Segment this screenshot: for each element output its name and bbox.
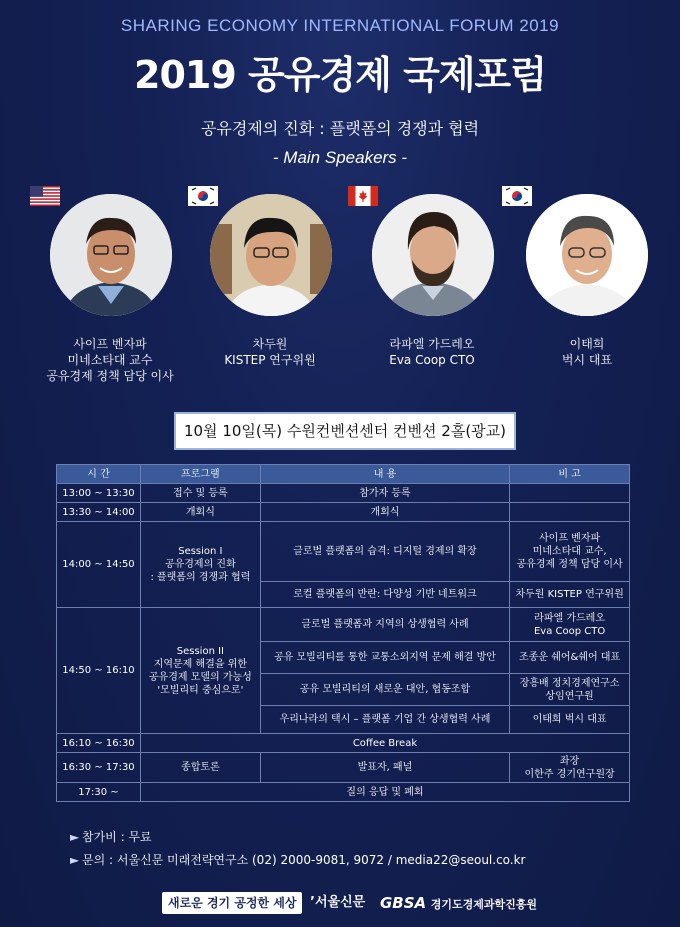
time-cell: 13:00 ~ 13:30 xyxy=(57,484,141,503)
korea-flag-icon xyxy=(502,186,532,206)
session-label: Session I xyxy=(178,546,223,557)
session-line: : 플랫폼의 경쟁과 협력 xyxy=(150,572,251,583)
contact-text: 문의 : 서울신문 미래전략연구소 (02) 2000-9081, 9072 / media22@seoul.co.kr xyxy=(82,853,526,867)
session-line: 공유경제 모델의 가능성 xyxy=(148,671,252,683)
table-row xyxy=(57,734,630,753)
column-header: 프로그램 xyxy=(140,465,260,484)
table-row xyxy=(57,522,630,582)
content-cell: 글로벌 플랫폼과 지역의 상생협력 사례 xyxy=(260,608,509,642)
speaker-title: KISTEP 연구위원 xyxy=(224,353,316,367)
usa-flag-icon xyxy=(30,186,60,206)
table-row xyxy=(57,783,630,802)
gbsa-logo xyxy=(380,892,537,914)
table-row xyxy=(57,753,630,783)
note-cell: 차두원 KISTEP 연구위원 xyxy=(510,582,630,608)
speaker-title: 벅시 대표 xyxy=(561,353,613,367)
time-cell: 16:30 ~ 17:30 xyxy=(57,753,141,783)
session-line: 지역문제 해결을 위한 xyxy=(153,658,248,670)
content-cell: 공유 모빌리티의 새로운 대안, 협동조합 xyxy=(260,674,509,706)
table-header-row xyxy=(57,465,630,484)
note-cell xyxy=(510,674,630,706)
note-line: 사이프 벤자파 xyxy=(539,533,601,544)
speaker-caption-2 xyxy=(180,336,360,368)
speaker-caption-3 xyxy=(342,336,522,368)
speaker-title: 미네소타대 교수 xyxy=(67,353,153,367)
forum-subtitle: 공유경제의 진화 : 플랫폼의 경쟁과 협력 xyxy=(200,119,480,138)
content-cell: Coffee Break xyxy=(140,734,629,753)
table-row xyxy=(57,608,630,642)
gbsa-mark: GBSA xyxy=(380,894,427,912)
note-cell: 조종운 쉐어&쉐어 대표 xyxy=(510,642,630,674)
column-header: 시 간 xyxy=(57,465,141,484)
note-cell: 이태희 벅시 대표 xyxy=(510,706,630,734)
content-cell: 글로벌 플랫폼의 습격: 디지털 경제의 확장 xyxy=(260,522,509,582)
time-cell: 16:10 ~ 16:30 xyxy=(57,734,141,753)
speaker-photo-2 xyxy=(210,194,332,316)
time-cell: 17:30 ~ xyxy=(57,783,141,802)
speaker-photo-3 xyxy=(372,194,494,316)
program-cell: 종합토론 xyxy=(140,753,260,783)
schedule-table xyxy=(56,464,630,802)
content-cell: 개회식 xyxy=(260,503,509,522)
content-cell: 참가자 등록 xyxy=(260,484,509,503)
note-line: 상임연구원 xyxy=(545,690,594,702)
table-row xyxy=(57,484,630,503)
program-cell xyxy=(140,522,260,608)
note-cell xyxy=(510,753,630,783)
speaker-name: 이태희 xyxy=(569,337,605,351)
note-cell xyxy=(510,503,630,522)
program-cell: 접수 및 등록 xyxy=(140,484,260,503)
note-line: 장흥배 정치경제연구소 xyxy=(519,677,620,689)
column-header: 내 용 xyxy=(260,465,509,484)
note-cell xyxy=(510,484,630,503)
speaker-name: 사이프 벤자파 xyxy=(73,337,147,351)
page-title: 2019 공유경제 국제포럼 xyxy=(134,53,546,97)
time-cell: 14:00 ~ 14:50 xyxy=(57,522,141,608)
speaker-title: Eva Coop CTO xyxy=(389,353,475,367)
speaker-caption-1 xyxy=(20,336,200,384)
speaker-photo-4 xyxy=(526,194,648,316)
content-cell: 질의 응답 및 폐회 xyxy=(140,783,629,802)
main-speakers-label: - Main Speakers - xyxy=(272,148,408,167)
note-cell xyxy=(510,608,630,642)
note-line: Eva Coop CTO xyxy=(533,625,606,637)
speaker-name: 차두원 xyxy=(252,337,288,351)
speaker-caption-4 xyxy=(497,336,677,368)
note-cell xyxy=(510,522,630,582)
table-row xyxy=(57,503,630,522)
note-line: 좌장 xyxy=(559,755,580,767)
seoul-shinmun-mark-icon: ’ xyxy=(310,895,315,910)
note-line: 라파엘 가드레오 xyxy=(534,612,605,624)
arrow-bullet-icon: ► xyxy=(70,830,80,844)
program-cell xyxy=(140,608,260,734)
fee-note xyxy=(70,828,152,845)
content-cell: 로컬 플랫폼의 반란: 다양성 기반 네트워크 xyxy=(260,582,509,608)
fee-text: 참가비 : 무료 xyxy=(82,830,152,844)
korea-flag-icon xyxy=(188,186,218,206)
content-cell: 우리나라의 택시 – 플랫폼 기업 간 상생협력 사례 xyxy=(260,706,509,734)
note-line: 공유경제 정책 담당 이사 xyxy=(516,559,623,570)
program-cell: 개회식 xyxy=(140,503,260,522)
time-cell: 13:30 ~ 14:00 xyxy=(57,503,141,522)
contact-note xyxy=(70,851,526,868)
content-cell: 공유 모빌리티를 통한 교통소외지역 문제 해결 방안 xyxy=(260,642,509,674)
time-cell: 14:50 ~ 16:10 xyxy=(57,608,141,734)
speaker-photo-1 xyxy=(50,194,172,316)
column-header: 비 고 xyxy=(510,465,630,484)
speaker-name: 라파엘 가드레오 xyxy=(389,337,475,351)
session-label: Session II xyxy=(176,645,224,657)
seoul-shinmun-logo xyxy=(310,892,365,914)
gyeonggi-slogan-logo: 새로운 경기 공정한 세상 xyxy=(162,892,302,914)
english-title: SHARING ECONOMY INTERNATIONAL FORUM 2019 xyxy=(120,16,560,35)
content-cell: 발표자, 패널 xyxy=(260,753,509,783)
event-date-venue: 10월 10일(목) 수원컨벤션센터 컨벤션 2홀(광교) xyxy=(174,412,516,450)
arrow-bullet-icon: ► xyxy=(70,853,80,867)
canada-flag-icon xyxy=(348,186,378,206)
note-line: 미네소타대 교수, xyxy=(532,546,607,557)
seoul-shinmun-text: 서울신문 xyxy=(314,895,366,910)
session-line: 공유경제의 진화 xyxy=(164,559,236,570)
speaker-role: 공유경제 정책 담당 이사 xyxy=(46,369,174,383)
note-line: 이한주 경기연구원장 xyxy=(524,768,615,780)
session-line: '모빌리티 중심으로' xyxy=(157,684,244,696)
gbsa-text: 경기도경제과학진흥원 xyxy=(430,898,537,911)
